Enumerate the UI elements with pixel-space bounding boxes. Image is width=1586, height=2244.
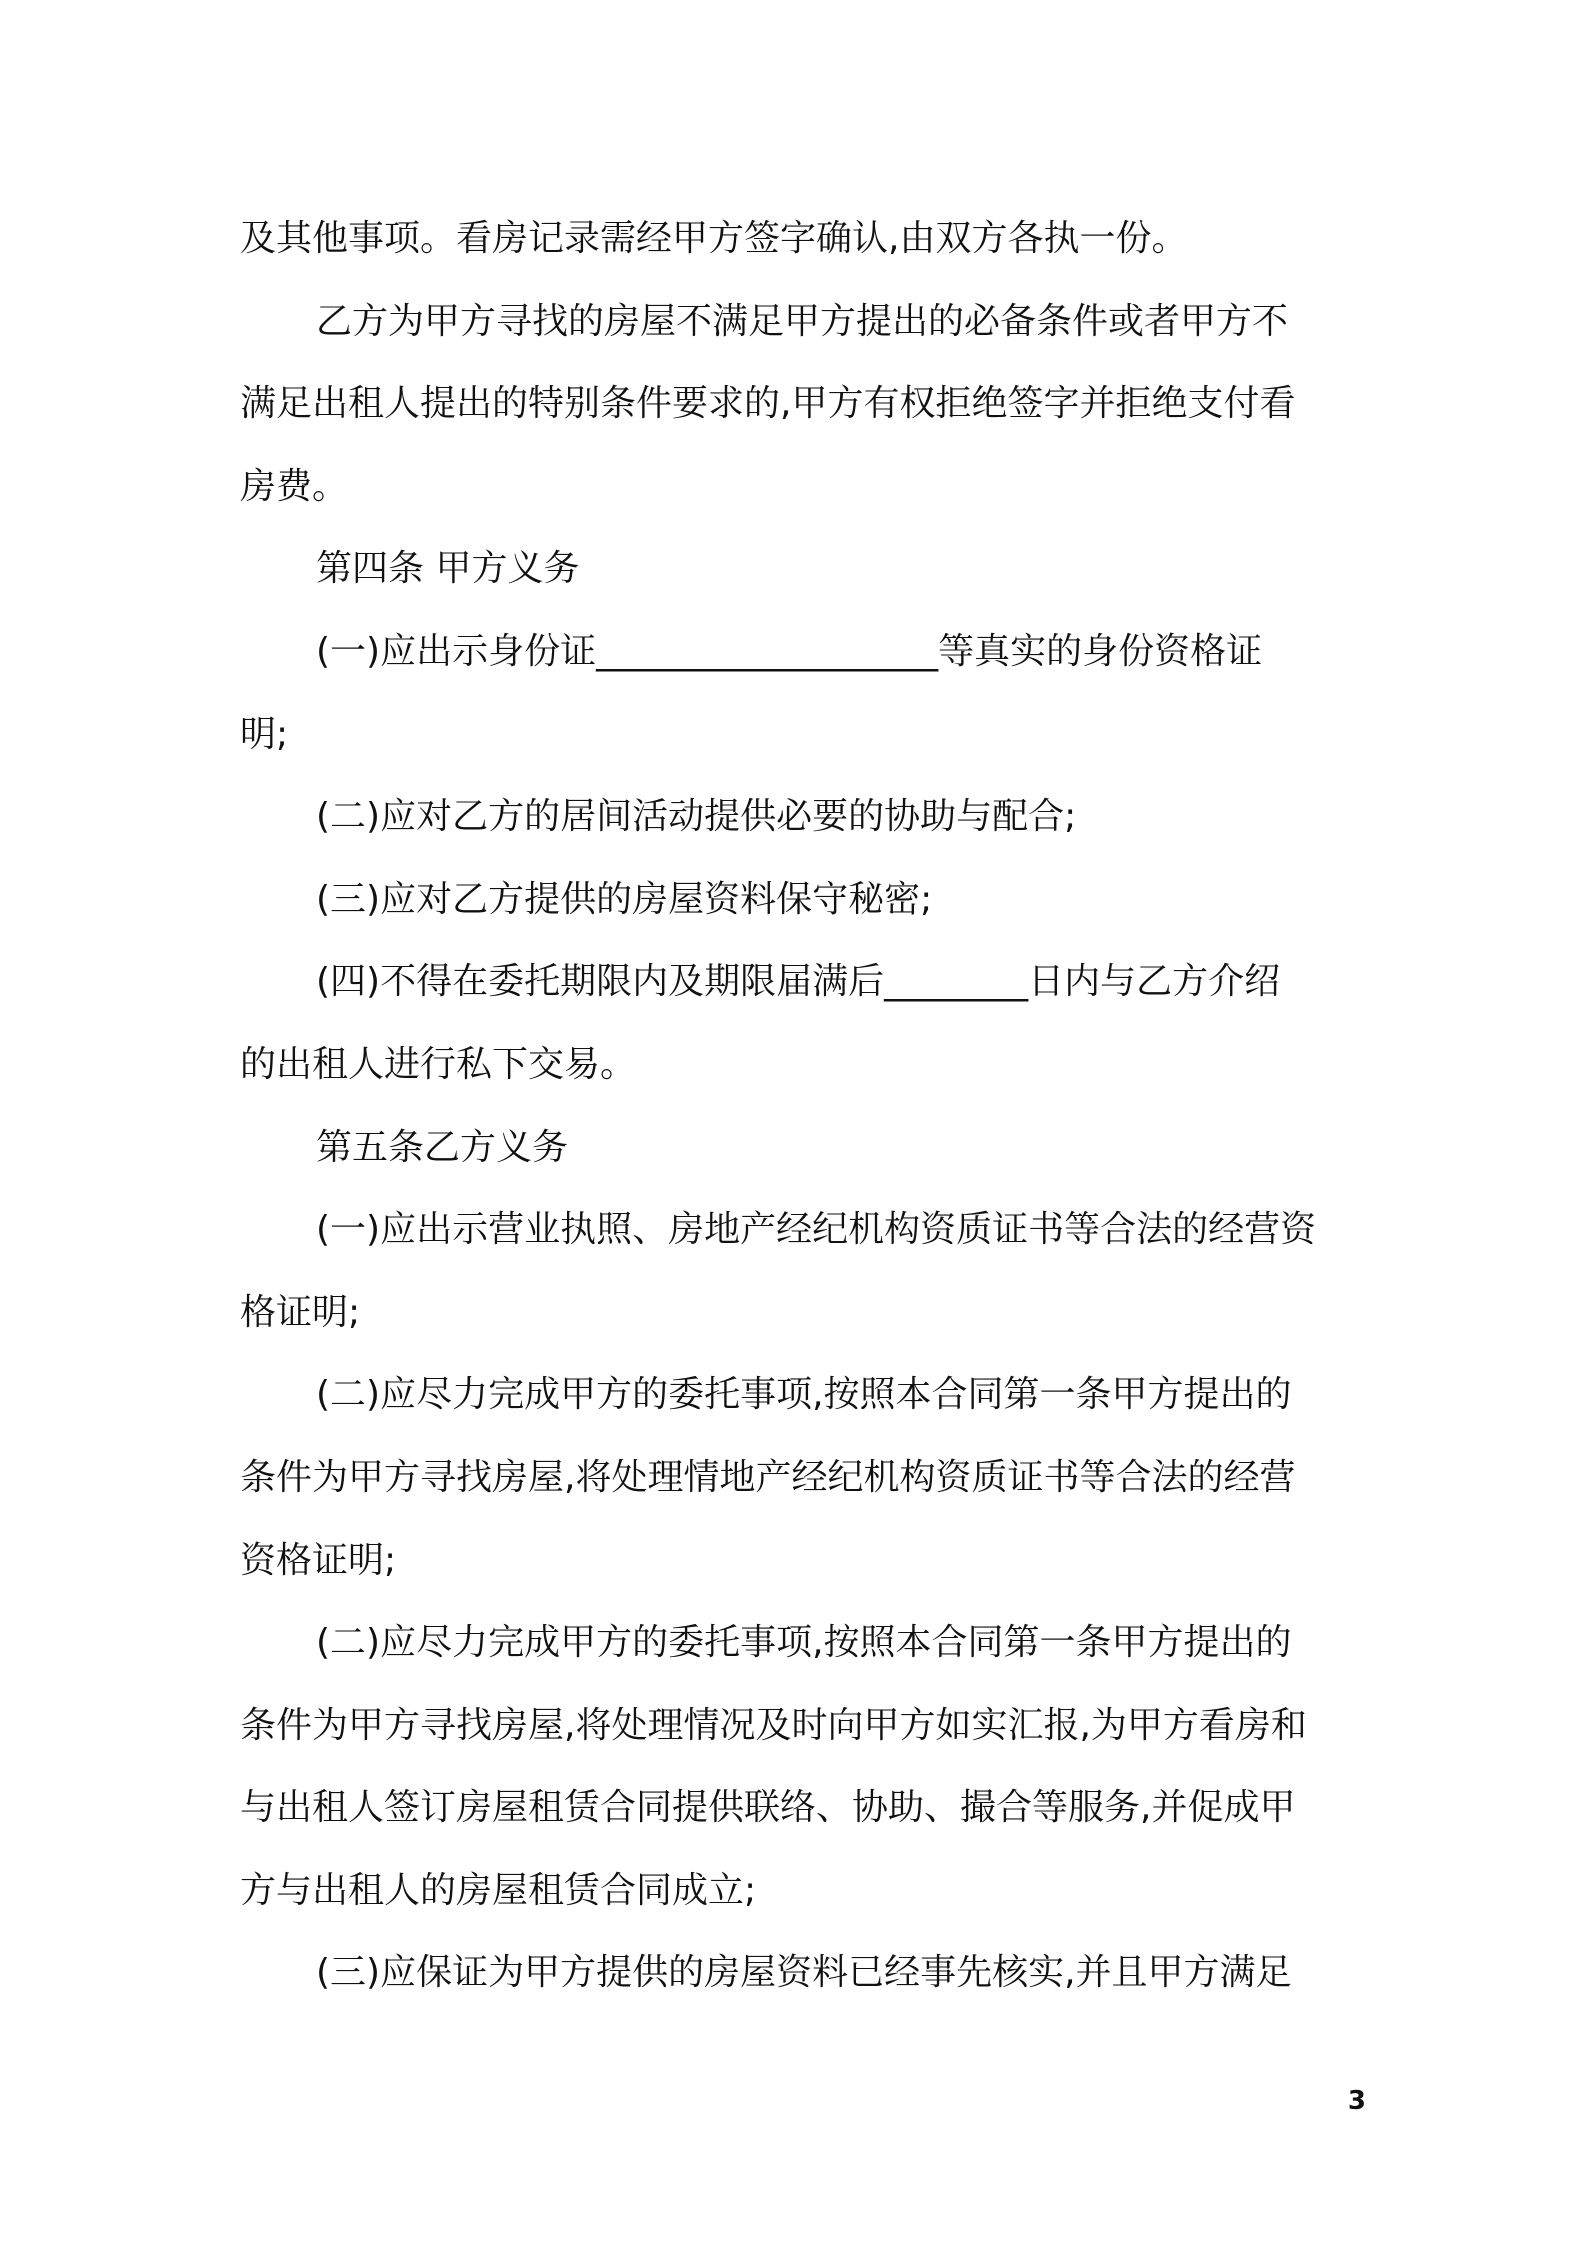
text-line: 资格证明; <box>240 1539 397 1581</box>
text-line: (三)应对乙方提供的房屋资料保守秘密; <box>316 878 933 920</box>
text-line: (三)应保证为甲方提供的房屋资料已经事先核实,并且甲方满足 <box>316 1952 1292 1994</box>
text-line: 乙方为甲方寻找的房屋不满足甲方提出的必备条件或者甲方不 <box>316 300 1289 342</box>
text-line: 房费。 <box>240 465 349 507</box>
text-line: 方与出租人的房屋租赁合同成立; <box>240 1869 757 1911</box>
text-line: (二)应尽力完成甲方的委托事项,按照本合同第一条甲方提出的 <box>316 1622 1292 1664</box>
text-line: 满足出租人提出的特别条件要求的,甲方有权拒绝签字并拒绝支付看 <box>240 383 1296 425</box>
text-line: (一)应出示营业执照、房地产经纪机构资质证书等合法的经营资 <box>316 1209 1317 1251</box>
body-text <box>240 198 1350 2015</box>
text-line: 格证明; <box>240 1291 361 1333</box>
text-line: (二)应尽力完成甲方的委托事项,按照本合同第一条甲方提出的 <box>316 1374 1292 1416</box>
text-line: 及其他事项。看房记录需经甲方签字确认,由双方各执一份。 <box>240 218 1188 259</box>
text-line: 与出租人签订房屋租赁合同提供联络、协助、撮合等服务,并促成甲 <box>240 1787 1296 1829</box>
text-line: 的出租人进行私下交易。 <box>240 1043 637 1085</box>
page-number: 3 <box>1347 2086 1366 2116</box>
text-line: 条件为甲方寻找房屋,将处理情况及时向甲方如实汇报,为甲方看房和 <box>240 1704 1307 1746</box>
section-heading: 第五条乙方义务 <box>316 1126 569 1168</box>
text-line: (一)应出示身份证___________________等真实的身份资格证 <box>316 630 1263 672</box>
section-heading: 第四条 甲方义务 <box>316 548 580 590</box>
text-line: 明; <box>240 713 289 755</box>
text-line: (四)不得在委托期限内及期限届满后________日内与乙方介绍 <box>316 961 1281 1003</box>
text-line: (二)应对乙方的居间活动提供必要的协助与配合; <box>316 796 1077 838</box>
text-line: 条件为甲方寻找房屋,将处理情地产经纪机构资质证书等合法的经营 <box>240 1456 1296 1498</box>
